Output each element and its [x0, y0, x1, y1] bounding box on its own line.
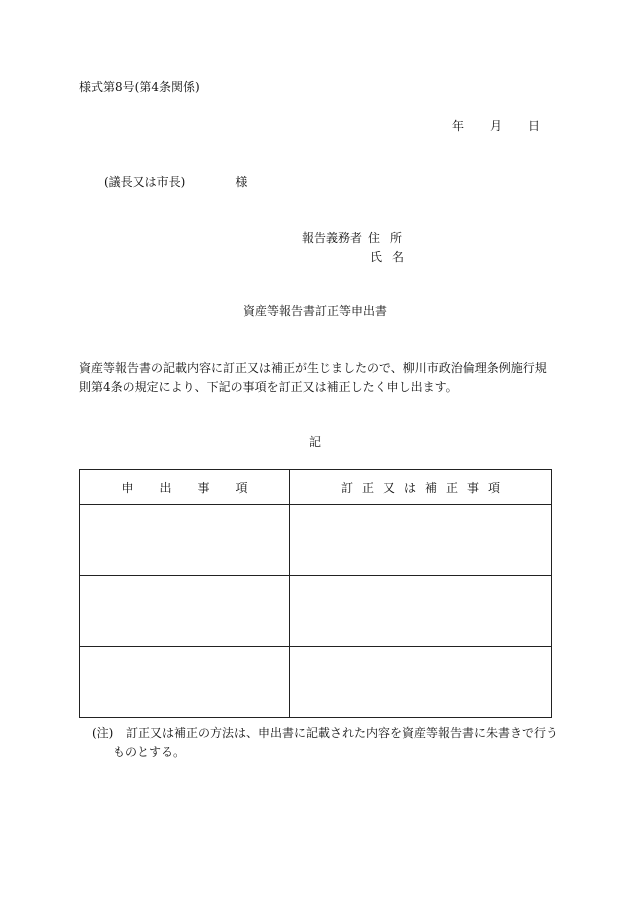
date-day: 日 [528, 119, 541, 133]
date-year: 年 [452, 119, 465, 133]
date-line [452, 118, 540, 134]
header-correction-items-label: 訂正又は補正事項 [340, 480, 509, 495]
reporter-address-label: 住所 [368, 231, 413, 245]
table-row [80, 505, 552, 576]
body-text: 資産等報告書の記載内容に訂正又は補正が生じましたので、柳川市政治倫理条例施行規則第4条の規定により、下記の事項を訂正又は補正したく申し出ます。 [79, 361, 547, 394]
table-cell-application[interactable] [80, 505, 290, 576]
reporter-label: 報告義務者 [302, 231, 363, 245]
table-cell-correction[interactable] [290, 576, 552, 647]
header-application-items-label: 申出事項 [121, 480, 274, 495]
addressee-honorific: 様 [235, 175, 248, 189]
table-cell-application[interactable] [80, 576, 290, 647]
addressee-title: (議長又は市長) [104, 175, 186, 189]
form-number: 様式第8号(第4条関係) [79, 80, 200, 94]
note-text-line1: 訂正又は補正の方法は、申出書に記載された内容を資産等報告書に朱書きで行う [126, 726, 559, 740]
table-row [80, 647, 552, 718]
document-title: 資産等報告書訂正等申出書 [242, 304, 387, 318]
table-cell-application[interactable] [80, 647, 290, 718]
header-application-items [80, 470, 290, 505]
header-correction-items [290, 470, 552, 505]
note-text-line2: ものとする。 [113, 745, 186, 759]
date-month: 月 [490, 119, 503, 133]
items-table [79, 469, 552, 718]
table-cell-correction[interactable] [290, 505, 552, 576]
ki-heading: 記 [308, 435, 321, 449]
note [92, 724, 562, 762]
table-header-row [80, 470, 552, 505]
note-label: (注) [92, 726, 114, 740]
reporter-name-label: 氏名 [370, 250, 415, 264]
table-row [80, 576, 552, 647]
addressee [104, 174, 247, 190]
table-cell-correction[interactable] [290, 647, 552, 718]
reporter-block [302, 230, 412, 246]
